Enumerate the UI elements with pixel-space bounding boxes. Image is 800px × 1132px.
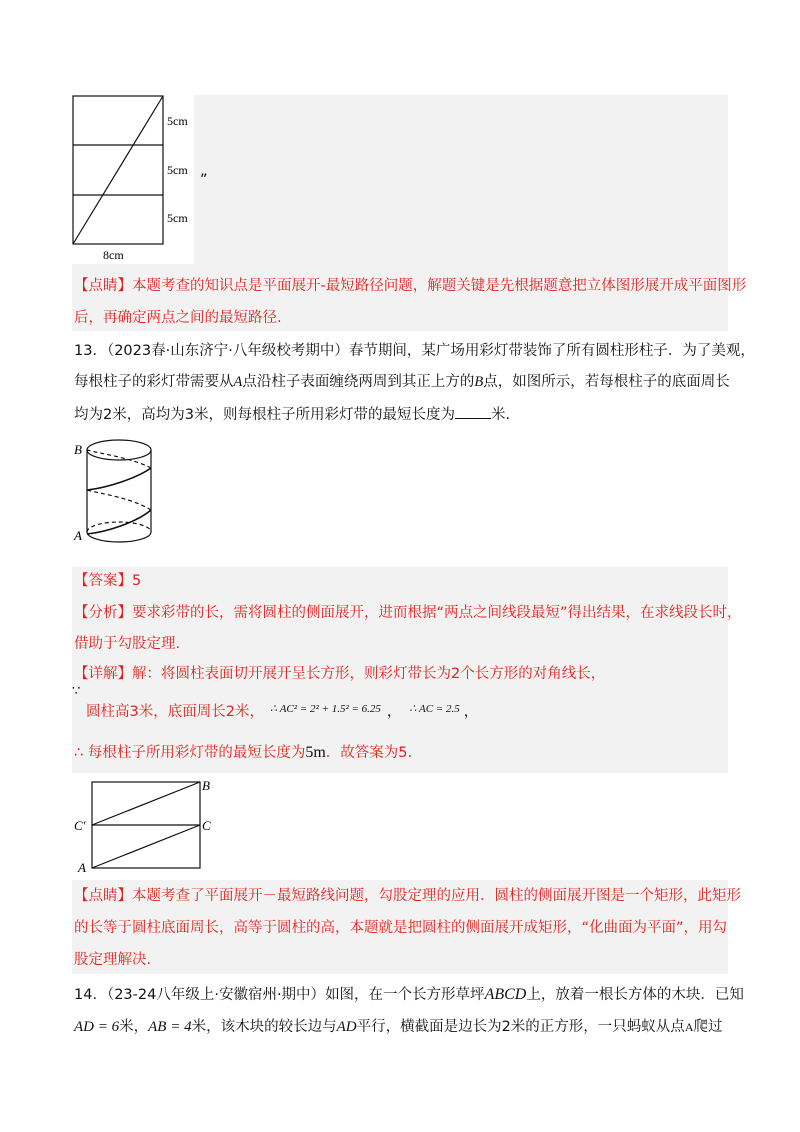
fig2-diagonal-upper bbox=[92, 782, 200, 825]
fig1-bottom-label: 8cm bbox=[103, 248, 124, 262]
cylinder-bottom-front bbox=[87, 532, 151, 542]
quote-mark: ” bbox=[200, 172, 208, 188]
dianjing-1-line-2: 后，再确定两点之间的最短路径. bbox=[74, 310, 282, 326]
q13-source: （2023春·山东济宁·八年级校考期中） bbox=[106, 343, 349, 359]
xiangjie-tag: 【详解】 bbox=[74, 666, 132, 682]
comma-2: ， bbox=[463, 704, 479, 720]
comma-1: ， bbox=[386, 704, 402, 720]
answer-value: 5 bbox=[132, 573, 142, 589]
fig1-label-2: 5cm bbox=[167, 163, 188, 177]
answer-tag: 【答案】 bbox=[74, 573, 132, 589]
figure-cylinder bbox=[72, 432, 162, 552]
fenxi-tag: 【分析】 bbox=[74, 605, 132, 621]
fig2-label-a: A bbox=[78, 860, 86, 875]
q13-line-1 bbox=[74, 341, 755, 361]
dianjing-2-tag: 【点睛】 bbox=[74, 888, 132, 904]
fig2-label-b: B bbox=[202, 778, 210, 793]
q13-answer-blank bbox=[455, 404, 491, 419]
fenxi-line-1 bbox=[74, 603, 742, 623]
helix-back-2 bbox=[87, 450, 151, 468]
q14-text-2d: 爬过 bbox=[693, 1019, 723, 1035]
cylinder-label-b: B bbox=[74, 442, 82, 457]
equation-ac: ∴ AC = 2.5 bbox=[409, 703, 460, 715]
fig1-label-1: 5cm bbox=[167, 114, 188, 128]
q14-text-2c: 平行，横截面是边长为2米的正方形，一只蚂蚁从点 bbox=[356, 1019, 685, 1035]
xiangjie-text-1: 解：将圆柱表面切开展开呈长方形，则彩灯带长为2个长方形的对角线长， bbox=[132, 666, 606, 682]
equation-ac-squared: ∴ AC² = 2² + 1.5² = 6.25 bbox=[269, 703, 381, 715]
answer-line bbox=[74, 571, 141, 591]
q14-ab-equation: AB = 4 bbox=[148, 1019, 192, 1035]
xiangjie-line-3 bbox=[74, 743, 412, 763]
q13-text-3a: 均为2米，高均为3米，则每根柱子所用彩灯带的最短长度为 bbox=[74, 407, 455, 423]
dianjing-1-text-1: 本题考查的知识点是平面展开-最短路径问题，解题关键是先根据题意把立体图形展开成平面图形 bbox=[132, 278, 747, 294]
figure-unfolded-rectangle bbox=[68, 94, 194, 264]
xiangjie-text-3a: ∴ 每根柱子所用彩灯带的最短长度为 bbox=[74, 745, 306, 761]
cylinder-svg bbox=[72, 432, 162, 552]
fig2-label-c-prime: C′ bbox=[74, 818, 86, 833]
xiangjie-text-2a: 圆柱高3米，底面周长2米， bbox=[86, 704, 264, 720]
q13-text-1: 春节期间，某广场用彩灯带装饰了所有圆柱形柱子．为了美观， bbox=[348, 343, 755, 359]
q14-abcd: ABCD bbox=[484, 986, 527, 1003]
cylinder-top-ellipse bbox=[87, 440, 151, 460]
fenxi-text-1: 要求彩带的长，需将圆柱的侧面展开，进而根据“两点之间线段最短”得出结果，在求线段长时， bbox=[132, 605, 742, 621]
cylinder-label-a: A bbox=[74, 528, 82, 543]
fenxi-line-2: 借助于勾股定理. bbox=[74, 636, 181, 652]
q14-text-1a: 如图，在一个长方形草坪 bbox=[325, 987, 485, 1003]
q13-line-2 bbox=[74, 372, 730, 392]
q14-ad: AD bbox=[336, 1019, 357, 1035]
q13-text-2b: 点沿柱子表面缠绕两周到其正上方的 bbox=[242, 374, 475, 390]
q13-text-2c: 点，如图所示，若每根柱子的底面周长 bbox=[483, 374, 730, 390]
figure-unfolded-cylinder bbox=[72, 772, 218, 878]
fig2-label-c: C bbox=[202, 818, 211, 833]
q14-text-2a: 米， bbox=[119, 1019, 149, 1035]
q14-line-2 bbox=[74, 1017, 722, 1037]
fig1-label-3: 5cm bbox=[167, 211, 188, 225]
figure-1-svg bbox=[68, 94, 194, 264]
q13-point-a: A bbox=[233, 374, 243, 390]
fig1-diagonal bbox=[73, 96, 163, 244]
helix-front-2 bbox=[87, 468, 151, 490]
q14-number: 14． bbox=[74, 987, 107, 1003]
q14-point-a: A bbox=[684, 1020, 694, 1034]
because-symbol: ∵ bbox=[72, 684, 81, 699]
figure-2-svg bbox=[72, 772, 218, 878]
helix-back-1 bbox=[87, 490, 151, 510]
fig2-diagonal-lower bbox=[92, 825, 200, 868]
dianjing-1-tag: 【点睛】 bbox=[74, 278, 132, 294]
dianjing-1-line-1 bbox=[74, 276, 746, 296]
q14-text-2b: 米，该木块的较长边与 bbox=[191, 1019, 337, 1035]
q14-ad-equation: AD = 6 bbox=[74, 1019, 120, 1035]
dianjing-2-line-3: 股定理解决. bbox=[74, 952, 152, 968]
q13-number: 13． bbox=[74, 343, 107, 359]
xiangjie-value-5m: 5m bbox=[305, 744, 326, 761]
q13-text-3b: 米. bbox=[490, 407, 511, 423]
dianjing-2-text-1: 本题考查了平面展开－最短路线问题，勾股定理的应用．圆柱的侧面展开图是一个矩形，此矩形 bbox=[132, 888, 741, 904]
dianjing-2-line-2: 的长等于圆柱底面周长，高等于圆柱的高，本题就是把圆柱的侧面展开成矩形，“化曲面为平面”，用勾 bbox=[74, 920, 728, 936]
q13-point-b: B bbox=[474, 374, 484, 390]
dianjing-2-line-1 bbox=[74, 886, 741, 906]
q13-text-2a: 每根柱子的彩灯带需要从 bbox=[74, 374, 234, 390]
q13-line-3 bbox=[74, 404, 510, 425]
xiangjie-line-2 bbox=[86, 702, 478, 723]
xiangjie-text-3b: ．故答案为5. bbox=[325, 745, 413, 761]
q14-line-1 bbox=[74, 985, 744, 1005]
q14-source: （23-24八年级上·安徽宿州·期中） bbox=[106, 987, 326, 1003]
q14-text-1b: 上，放着一根长方体的木块．已知 bbox=[526, 987, 744, 1003]
xiangjie-line-1 bbox=[74, 664, 605, 684]
